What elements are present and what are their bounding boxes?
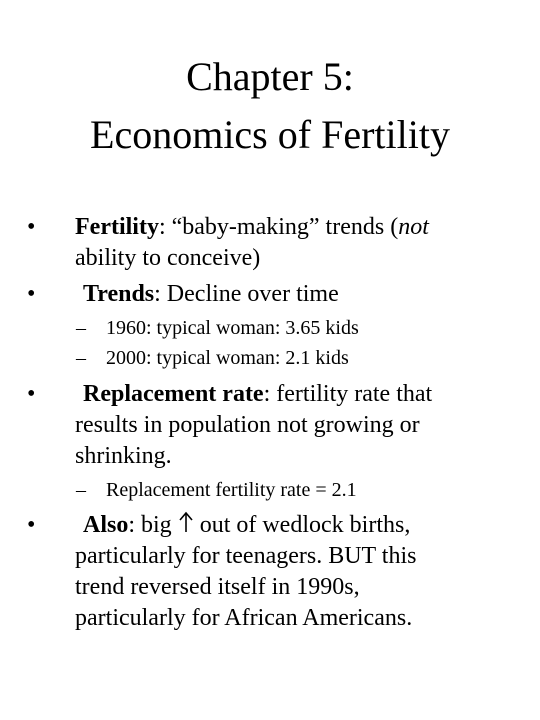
slide-title bbox=[0, 48, 540, 164]
term-replacement-rate: Replacement rate bbox=[83, 381, 264, 407]
fertility-def: : “baby-making” trends ( bbox=[158, 214, 399, 240]
sub-bullet-replacement-rate: Replacement fertility rate = 2.1 bbox=[106, 479, 357, 501]
sub-bullet-1960: 1960: typical woman: 3.65 kids bbox=[106, 317, 359, 339]
bullet-marker: • bbox=[27, 381, 36, 407]
dash-marker: – bbox=[76, 317, 86, 339]
dash-marker: – bbox=[76, 347, 86, 369]
trends-text: : Decline over time bbox=[154, 281, 339, 307]
title-line-2: Economics of Fertility bbox=[90, 112, 450, 157]
emph-not: not bbox=[398, 214, 429, 240]
bullet-also-line-2: particularly for teenagers. BUT this bbox=[75, 543, 417, 569]
bullet-also-line-1 bbox=[83, 510, 410, 542]
replacement-def: : fertility rate that bbox=[263, 381, 433, 407]
sub-bullet-2000: 2000: typical woman: 2.1 kids bbox=[106, 347, 349, 369]
term-also: Also bbox=[83, 512, 129, 538]
also-big: : big bbox=[128, 512, 172, 538]
dash-marker: – bbox=[76, 479, 86, 501]
bullet-also-line-4: particularly for African Americans. bbox=[75, 605, 413, 631]
bullet-replacement-line-3: shrinking. bbox=[75, 443, 172, 469]
bullet-also-line-3: trend reversed itself in 1990s, bbox=[75, 574, 360, 600]
term-fertility: Fertility bbox=[75, 214, 159, 240]
bullet-marker: • bbox=[27, 214, 36, 240]
bullet-replacement-line-2: results in population not growing or bbox=[75, 412, 420, 438]
bullet-replacement-line-1 bbox=[83, 379, 432, 410]
also-wedlock: out of wedlock births, bbox=[199, 512, 411, 538]
bullet-fertility-line-2: ability to conceive) bbox=[75, 245, 261, 271]
bullet-marker: • bbox=[27, 512, 36, 538]
bullet-trends bbox=[83, 279, 339, 310]
term-trends: Trends bbox=[83, 281, 155, 307]
up-arrow-icon bbox=[178, 511, 194, 542]
title-line-1: Chapter 5: bbox=[186, 54, 354, 99]
bullet-fertility-line-1 bbox=[75, 212, 429, 243]
bullet-marker: • bbox=[27, 281, 36, 307]
